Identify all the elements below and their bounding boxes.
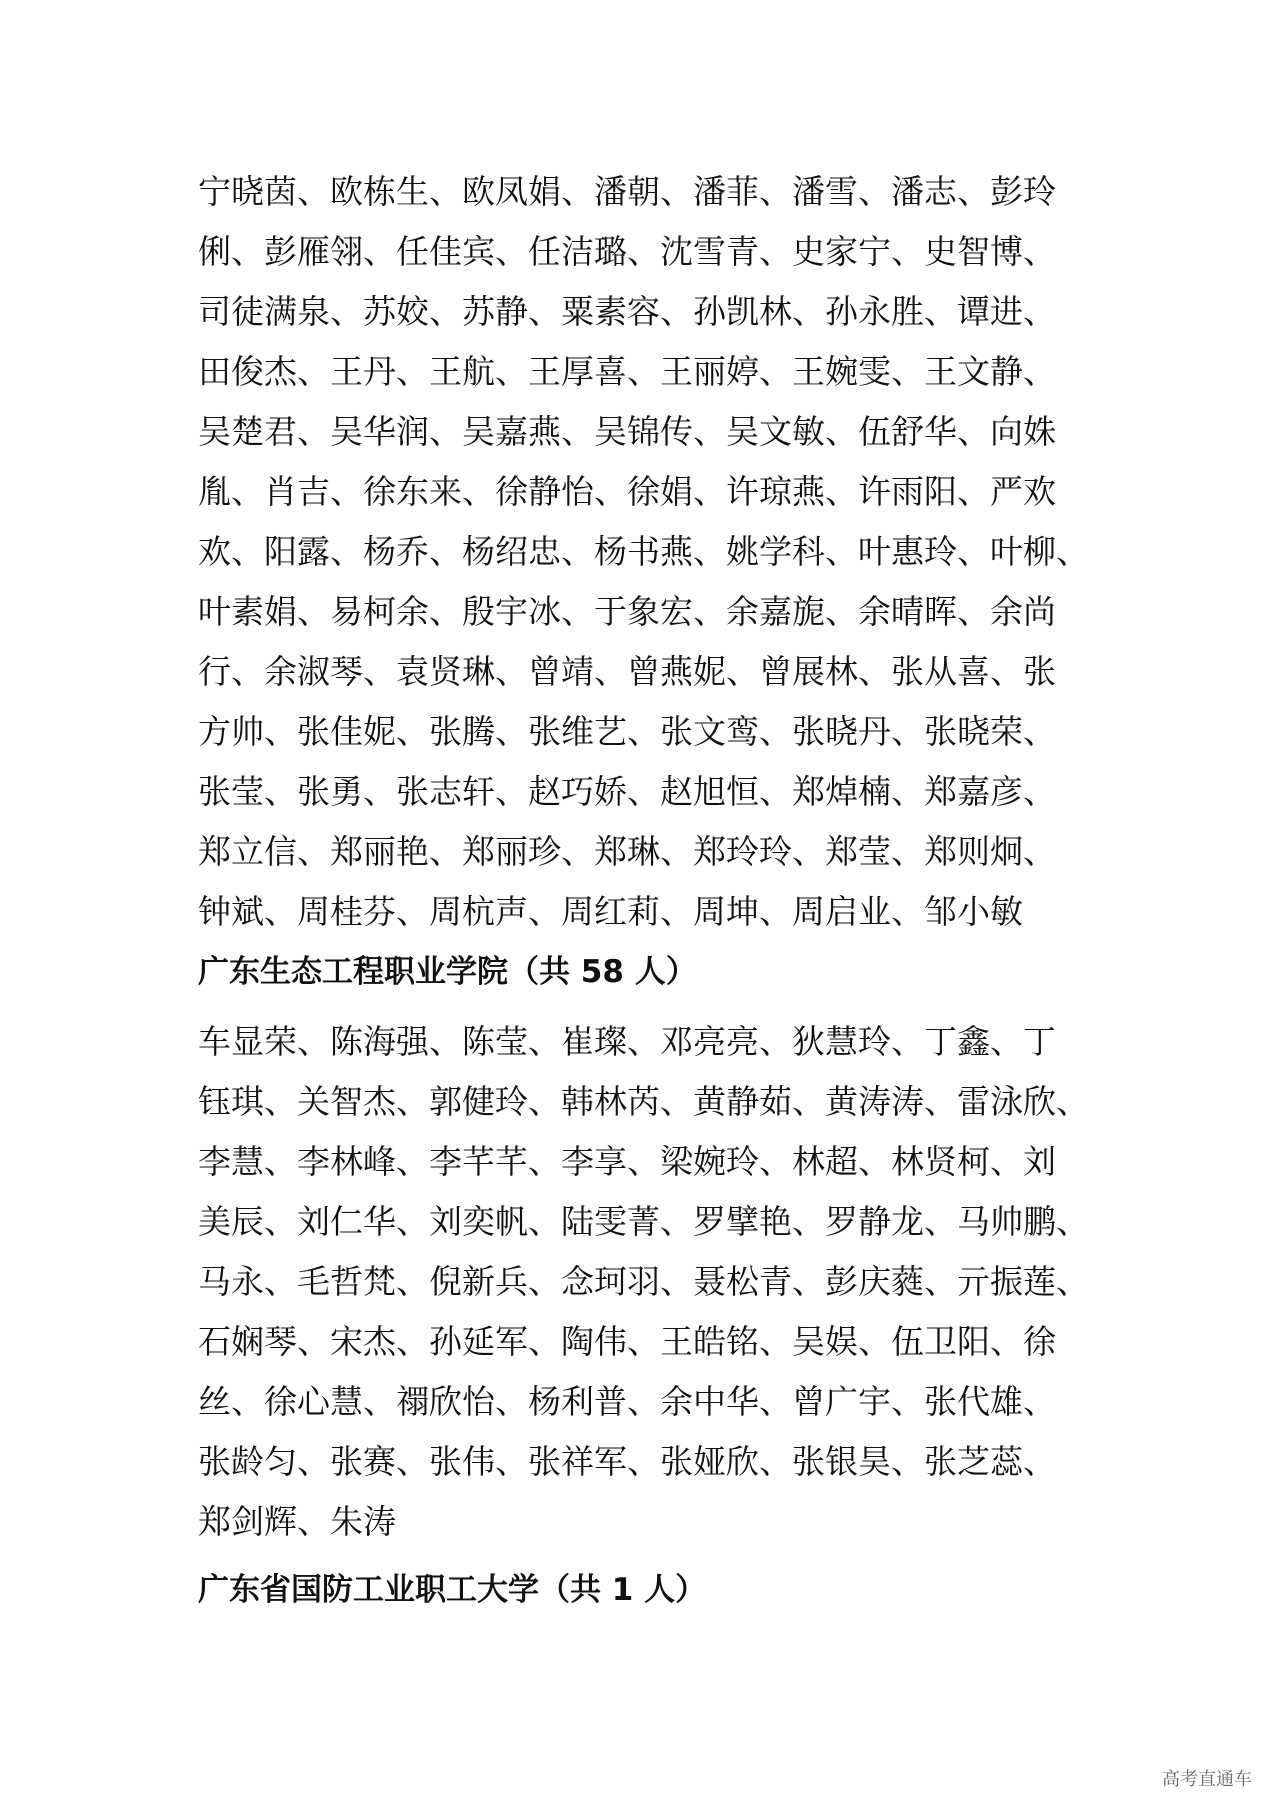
name-line: 丝、徐心慧、禤欣怡、杨利普、余中华、曾广宇、张代雄、	[198, 1382, 1056, 1421]
name-line: 俐、彭雁翎、任佳宾、任洁璐、沈雪青、史家宁、史智博、	[198, 232, 1056, 271]
name-line: 欢、阳露、杨乔、杨绍忠、杨书燕、姚学科、叶惠玲、叶柳、	[198, 532, 1089, 571]
name-line: 钰琪、关智杰、郭健玲、韩林芮、黄静茹、黄涛涛、雷泳欣、	[198, 1082, 1089, 1121]
name-line: 方帅、张佳妮、张腾、张维艺、张文鸾、张晓丹、张晓荣、	[198, 712, 1056, 751]
name-line: 叶素娟、易柯余、殷宇冰、于象宏、余嘉旎、余晴晖、余尚	[198, 592, 1056, 631]
name-line: 车显荣、陈海强、陈莹、崔璨、邓亮亮、狄慧玲、丁鑫、丁	[198, 1022, 1056, 1061]
name-line: 田俊杰、王丹、王航、王厚喜、王丽婷、王婉雯、王文静、	[198, 352, 1056, 391]
name-line: 宁晓茵、欧栋生、欧凤娟、潘朝、潘菲、潘雪、潘志、彭玲	[198, 172, 1056, 211]
name-line: 张莹、张勇、张志轩、赵巧娇、赵旭恒、郑焯楠、郑嘉彦、	[198, 772, 1056, 811]
name-line: 行、余淑琴、袁贤琳、曾靖、曾燕妮、曾展林、张从喜、张	[198, 652, 1056, 691]
name-line: 美辰、刘仁华、刘奕帆、陆雯菁、罗擘艳、罗静龙、马帅鹏、	[198, 1202, 1089, 1241]
name-line: 钟斌、周桂芬、周杭声、周红莉、周坤、周启业、邹小敏	[198, 892, 1023, 931]
name-line: 胤、肖吉、徐东来、徐静怡、徐娟、许琼燕、许雨阳、严欢	[198, 472, 1056, 511]
name-line: 吴楚君、吴华润、吴嘉燕、吴锦传、吴文敏、伍舒华、向姝	[198, 412, 1056, 451]
name-line: 李慧、李林峰、李芊芊、李享、梁婉玲、林超、林贤柯、刘	[198, 1142, 1056, 1181]
name-line: 石娴琴、宋杰、孙延军、陶伟、王皓铭、吴娱、伍卫阳、徐	[198, 1322, 1056, 1361]
name-line: 马永、毛哲梵、倪新兵、念珂羽、聂松青、彭庆蕤、亓振莲、	[198, 1262, 1089, 1301]
name-line: 司徒满泉、苏姣、苏静、粟素容、孙凯林、孙永胜、谭进、	[198, 292, 1056, 331]
name-line: 张龄匀、张赛、张伟、张祥军、张娅欣、张银昊、张芝蕊、	[198, 1442, 1056, 1481]
section-heading-guangdong-defense-industry: 广东省国防工业职工大学（共 1 人）	[198, 1572, 707, 1608]
name-line: 郑剑辉、朱涛	[198, 1502, 396, 1541]
name-line: 郑立信、郑丽艳、郑丽珍、郑琳、郑玲玲、郑莹、郑则炯、	[198, 832, 1056, 871]
watermark-text: 高考直通车	[1162, 1769, 1252, 1790]
section-heading-guangdong-eco-engineering: 广东生态工程职业学院（共 58 人）	[198, 954, 697, 990]
